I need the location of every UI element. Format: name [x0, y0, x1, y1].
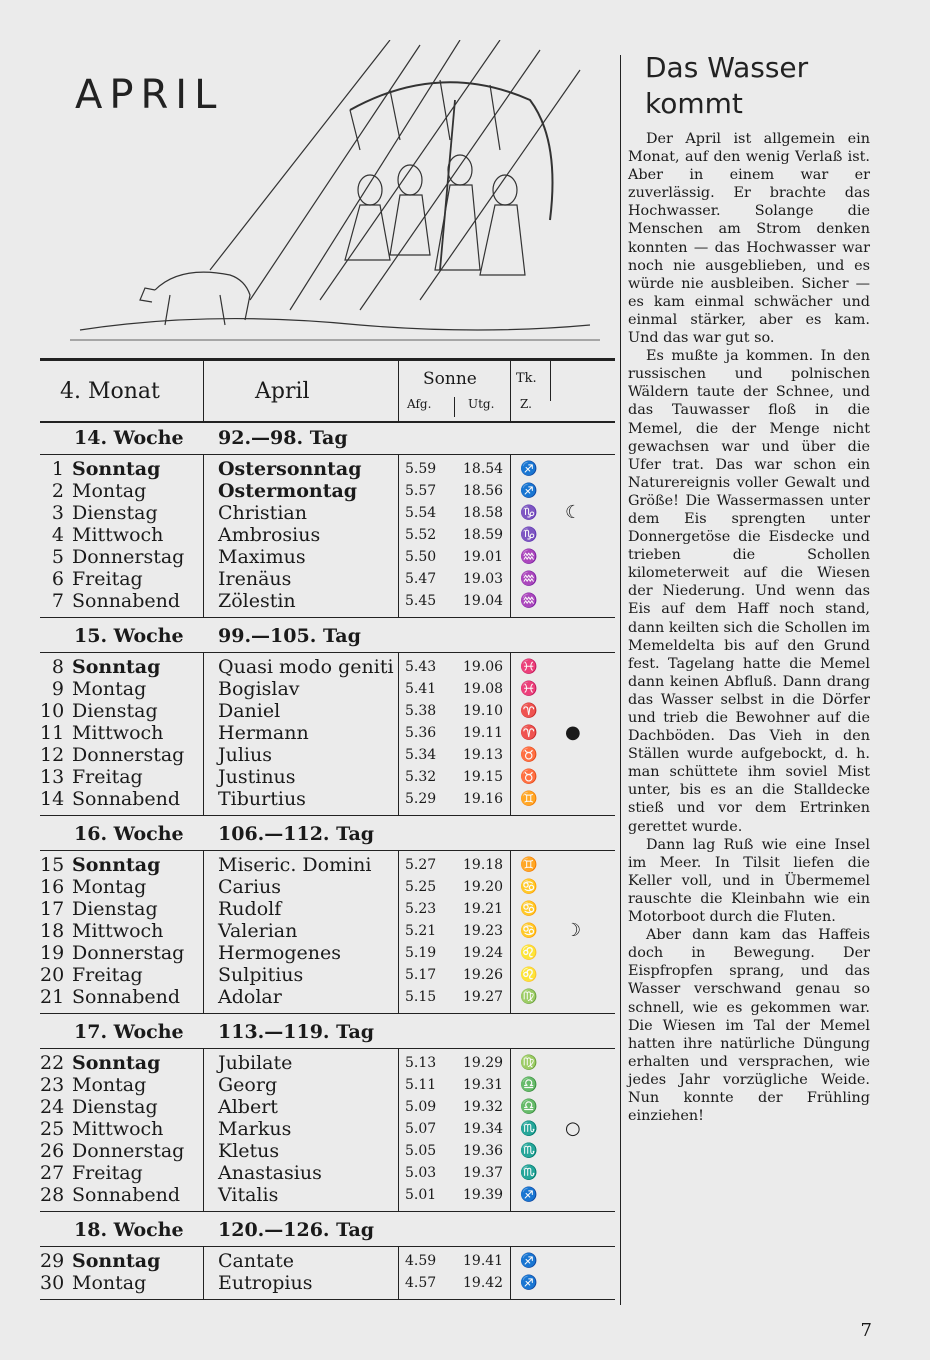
day-row [40, 1162, 615, 1184]
sunrise-time: 5.57 [405, 483, 437, 499]
sunrise-time: 5.38 [405, 703, 437, 719]
name-day: Ostersonntag [218, 458, 362, 480]
name-day: Irenäus [218, 568, 292, 590]
weekday: Sonntag [72, 458, 161, 480]
day-number: 28 [40, 1184, 65, 1206]
sunset-time: 19.11 [463, 725, 504, 741]
sun-label: Sonne [423, 369, 477, 389]
name-day: Daniel [218, 700, 281, 722]
week-days [40, 653, 615, 816]
day-row [40, 942, 615, 964]
sunset-time: 19.27 [463, 989, 504, 1005]
column-line [398, 653, 399, 815]
sunrise-time: 5.05 [405, 1143, 437, 1159]
weekday: Donnerstag [72, 546, 185, 568]
name-day: Sulpitius [218, 964, 304, 986]
weekday: Donnerstag [72, 744, 185, 766]
name-day: Vitalis [218, 1184, 279, 1206]
sunset-time: 19.34 [463, 1121, 504, 1137]
week-header [40, 618, 615, 653]
week-days [40, 1049, 615, 1212]
sunrise-time: 5.29 [405, 791, 437, 807]
sunset-time: 18.59 [463, 527, 504, 543]
day-number: 6 [51, 568, 64, 590]
zodiac-icon: ♏ [520, 1165, 538, 1181]
day-number: 11 [40, 722, 65, 744]
article-body [628, 130, 870, 1125]
sunset-time: 19.42 [463, 1275, 504, 1291]
sunrise-time: 5.27 [405, 857, 437, 873]
day-row [40, 1118, 615, 1140]
day-number: 3 [51, 502, 64, 524]
day-row [40, 744, 615, 766]
sunset-time: 19.08 [463, 681, 504, 697]
moon-phase-icon: ● [565, 722, 581, 743]
day-number: 23 [40, 1074, 65, 1096]
calendar-table [40, 420, 615, 1300]
day-row [40, 854, 615, 876]
zodiac-icon: ♋ [520, 879, 538, 895]
sunrise-label: Afg. [407, 397, 432, 411]
week-label: 17. Woche [74, 1021, 184, 1043]
sunset-time: 19.23 [463, 923, 504, 939]
day-row [40, 502, 615, 524]
day-row [40, 1272, 615, 1294]
day-row [40, 524, 615, 546]
weekday: Mittwoch [72, 524, 164, 546]
weekday: Montag [72, 876, 147, 898]
sunrise-time: 5.19 [405, 945, 437, 961]
zodiac-icon: ♐ [520, 1187, 538, 1203]
name-day: Maximus [218, 546, 306, 568]
sunset-time: 18.54 [463, 461, 504, 477]
name-day: Zölestin [218, 590, 296, 612]
weekday: Donnerstag [72, 1140, 185, 1162]
weekday: Mittwoch [72, 920, 164, 942]
week-day-range: 106.—112. Tag [218, 823, 375, 845]
zodiac-icon: ♌ [520, 967, 538, 983]
column-line [510, 653, 511, 815]
sunrise-time: 5.50 [405, 549, 437, 565]
week-days [40, 851, 615, 1014]
sunrise-time: 5.15 [405, 989, 437, 1005]
name-day: Hermann [218, 722, 309, 744]
name-day: Hermogenes [218, 942, 341, 964]
article-paragraph: Es mußte ja kommen. In den russischen und polnischen Wäldern taute der Schnee, und das Tauwasser floß in die Memel, die der Menge nicht gewachsen war und über die Ufer trat. Das war schon ein Naturereignis voller Gewalt und Größe! Die Wassermassen unter dem Eis sprengten unter Donnergetöse die Eisdecke und trieben die Schollen kilometerweit auf die Wiesen der Niederung. Und wenn das Eis auf dem Haff noch stand, dann keilten sich die Schollen im Memeldelta bis auf den Grund fest. Tagelang hatte die Memel dann keinen Abfluß. Dann drang das Wasser selbst in die Dörfer und trieb die Bewohner auf die Dachböden. Das Vieh in den Ställen wurde aufgebockt, d. h. man schüttete ihm soviel Mist unter, bis es an die Stalldecke stieß und vor dem Ertrinken gerettet wurde. [628, 348, 870, 835]
day-number: 16 [40, 876, 65, 898]
article-title [645, 50, 808, 122]
column-line [398, 1049, 399, 1211]
week-day-range: 113.—119. Tag [218, 1021, 375, 1043]
weekday: Dienstag [72, 898, 158, 920]
sunrise-time: 5.23 [405, 901, 437, 917]
day-row [40, 1052, 615, 1074]
zodiac-icon: ♊ [520, 791, 538, 807]
weekday: Montag [72, 678, 147, 700]
sunrise-time: 5.13 [405, 1055, 437, 1071]
zodiac-icon: ♑ [520, 527, 538, 543]
zodiac-icon: ♓ [520, 659, 538, 675]
zodiac-icon: ♈ [520, 703, 538, 719]
zodiac-icon: ♐ [520, 1253, 538, 1269]
sunset-time: 19.41 [463, 1253, 504, 1269]
sunrise-time: 5.07 [405, 1121, 437, 1137]
week-header [40, 420, 615, 455]
day-number: 8 [51, 656, 64, 678]
day-number: 4 [51, 524, 64, 546]
day-row [40, 678, 615, 700]
zodiac-icon: ♓ [520, 681, 538, 697]
day-number: 17 [40, 898, 65, 920]
name-day: Albert [218, 1096, 278, 1118]
column-line [398, 1247, 399, 1299]
column-line [398, 455, 399, 617]
day-number: 14 [40, 788, 65, 810]
sunset-label: Utg. [468, 397, 495, 411]
day-number: 9 [51, 678, 64, 700]
day-number: 24 [40, 1096, 65, 1118]
name-column-label: April [255, 379, 310, 404]
sunrise-time: 5.01 [405, 1187, 437, 1203]
day-row [40, 480, 615, 502]
sunrise-time: 5.54 [405, 505, 437, 521]
zodiac-icon: ♏ [520, 1121, 538, 1137]
sunset-time: 19.03 [463, 571, 504, 587]
name-day: Julius [218, 744, 272, 766]
zodiac-icon: ♒ [520, 593, 538, 609]
day-row [40, 656, 615, 678]
day-row [40, 964, 615, 986]
weekday: Montag [72, 480, 147, 502]
week-label: 16. Woche [74, 823, 184, 845]
week-days [40, 455, 615, 618]
sunrise-time: 5.43 [405, 659, 437, 675]
sunset-time: 19.21 [463, 901, 504, 917]
sunrise-time: 5.25 [405, 879, 437, 895]
day-number: 2 [51, 480, 64, 502]
day-row [40, 546, 615, 568]
day-number: 30 [40, 1272, 65, 1294]
day-number: 13 [40, 766, 65, 788]
name-day: Jubilate [218, 1052, 293, 1074]
weekday: Montag [72, 1074, 147, 1096]
zodiac-icon: ♉ [520, 747, 538, 763]
day-number: 7 [51, 590, 64, 612]
calendar-header [40, 358, 615, 423]
weekday: Sonntag [72, 656, 161, 678]
weekday: Sonntag [72, 854, 161, 876]
zodiac-icon: ♒ [520, 571, 538, 587]
name-day: Miseric. Domini [218, 854, 372, 876]
column-line [510, 1049, 511, 1211]
sunset-time: 19.31 [463, 1077, 504, 1093]
zodiac-icon: ♋ [520, 901, 538, 917]
sunrise-time: 5.17 [405, 967, 437, 983]
column-line [203, 1247, 204, 1299]
zodiac-icon: ♎ [520, 1099, 538, 1115]
weekday: Freitag [72, 568, 143, 590]
zodiac-icon: ♋ [520, 923, 538, 939]
moon-phase-icon: ☽ [565, 920, 582, 941]
sunset-time: 19.16 [463, 791, 504, 807]
day-number: 12 [40, 744, 65, 766]
zodiac-sub-label: Z. [520, 397, 532, 411]
sunrise-time: 5.52 [405, 527, 437, 543]
zodiac-icon: ♈ [520, 725, 538, 741]
weekday: Sonnabend [72, 986, 181, 1008]
name-day: Justinus [218, 766, 296, 788]
week-day-range: 99.—105. Tag [218, 625, 361, 647]
sunset-time: 19.06 [463, 659, 504, 675]
sunrise-time: 5.47 [405, 571, 437, 587]
article-paragraph: Der April ist allgemein ein Monat, auf den wenig Verlaß ist. Aber in einem war er zuverlässig. Er brachte das Hochwasser. Solange die Menschen am Strom denken konnten — das Hochwasser war noch nie ausgeblieben, und es würde nie ausbleiben. Sicher — es kam einmal schwächer und einmal stärker, aber es kam. Und das war gut so. [628, 131, 870, 347]
day-number: 27 [40, 1162, 65, 1184]
month-label: 4. Monat [60, 379, 160, 404]
week-day-range: 120.—126. Tag [218, 1219, 375, 1241]
name-day: Bogislav [218, 678, 300, 700]
day-number: 5 [51, 546, 64, 568]
weekday: Sonntag [72, 1052, 161, 1074]
day-number: 1 [51, 458, 64, 480]
month-title: APRIL [75, 72, 224, 118]
zodiac-label: Tk. [516, 371, 537, 386]
zodiac-icon: ♐ [520, 1275, 538, 1291]
sunset-time: 19.26 [463, 967, 504, 983]
day-number: 29 [40, 1250, 65, 1272]
weekday: Montag [72, 1272, 147, 1294]
article-title-line-2: kommt [645, 87, 743, 120]
day-row [40, 1096, 615, 1118]
sunrise-time: 5.36 [405, 725, 437, 741]
sunset-time: 18.56 [463, 483, 504, 499]
sunrise-time: 4.57 [405, 1275, 437, 1291]
week-days [40, 1247, 615, 1300]
week-header [40, 1212, 615, 1247]
week-header [40, 816, 615, 851]
day-row [40, 1250, 615, 1272]
column-line [203, 653, 204, 815]
name-day: Ostermontag [218, 480, 358, 502]
sunrise-time: 5.11 [405, 1077, 437, 1093]
column-line [203, 1049, 204, 1211]
name-day: Kletus [218, 1140, 280, 1162]
article-paragraph: Aber dann kam das Haffeis doch in Bewegung. Der Eispfropfen sprang, und das Wasser verschwand genau so schnell, wie es gekommen war. Die Wiesen im Tal der Memel hatten ihre natürliche Düngung erhalten und versprachen, wie jedes Jahr vorzügliche Weide. Nun konnte der Frühling einziehen! [628, 927, 870, 1125]
sunrise-time: 4.59 [405, 1253, 437, 1269]
day-number: 20 [40, 964, 65, 986]
weekday: Dienstag [72, 700, 158, 722]
day-row [40, 920, 615, 942]
name-day: Rudolf [218, 898, 282, 920]
weekday: Dienstag [72, 502, 158, 524]
sunrise-time: 5.32 [405, 769, 437, 785]
weekday: Mittwoch [72, 722, 164, 744]
day-number: 19 [40, 942, 65, 964]
zodiac-icon: ♑ [520, 505, 538, 521]
sunset-time: 19.29 [463, 1055, 504, 1071]
sunset-time: 19.18 [463, 857, 504, 873]
sunset-time: 19.04 [463, 593, 504, 609]
weekday: Freitag [72, 964, 143, 986]
sunrise-time: 5.09 [405, 1099, 437, 1115]
name-day: Adolar [218, 986, 282, 1008]
day-row [40, 722, 615, 744]
day-row [40, 898, 615, 920]
moon-phase-icon: ○ [565, 1118, 581, 1139]
zodiac-icon: ♉ [520, 769, 538, 785]
page-number: 7 [860, 1320, 872, 1341]
weekday: Sonnabend [72, 590, 181, 612]
week-day-range: 92.—98. Tag [218, 427, 348, 449]
sunrise-time: 5.34 [405, 747, 437, 763]
day-row [40, 788, 615, 810]
sunset-time: 19.39 [463, 1187, 504, 1203]
weekday: Freitag [72, 1162, 143, 1184]
sunrise-time: 5.21 [405, 923, 437, 939]
zodiac-icon: ♏ [520, 1143, 538, 1159]
day-row [40, 1140, 615, 1162]
name-day: Quasi modo geniti [218, 656, 394, 678]
column-line [510, 851, 511, 1013]
day-row [40, 1184, 615, 1206]
name-day: Markus [218, 1118, 292, 1140]
day-number: 18 [40, 920, 65, 942]
zodiac-icon: ♎ [520, 1077, 538, 1093]
week-label: 15. Woche [74, 625, 184, 647]
sunset-time: 19.01 [463, 549, 504, 565]
day-row [40, 766, 615, 788]
day-number: 10 [40, 700, 65, 722]
day-row [40, 1074, 615, 1096]
sunset-time: 19.15 [463, 769, 504, 785]
zodiac-icon: ♍ [520, 989, 538, 1005]
name-day: Tiburtius [218, 788, 306, 810]
sunrise-time: 5.41 [405, 681, 437, 697]
sunset-time: 19.24 [463, 945, 504, 961]
moon-phase-icon: ☾ [565, 502, 582, 523]
week-label: 18. Woche [74, 1219, 184, 1241]
name-day: Georg [218, 1074, 278, 1096]
sunrise-time: 5.03 [405, 1165, 437, 1181]
sunset-time: 19.20 [463, 879, 504, 895]
week-header [40, 1014, 615, 1049]
name-day: Carius [218, 876, 282, 898]
sunset-time: 18.58 [463, 505, 504, 521]
zodiac-icon: ♐ [520, 483, 538, 499]
name-day: Eutropius [218, 1272, 313, 1294]
article-title-line-1: Das Wasser [645, 51, 809, 84]
day-row [40, 458, 615, 480]
name-day: Christian [218, 502, 307, 524]
weekday: Freitag [72, 766, 143, 788]
sunrise-time: 5.59 [405, 461, 437, 477]
day-number: 26 [40, 1140, 65, 1162]
name-day: Cantate [218, 1250, 294, 1272]
column-line [510, 1247, 511, 1299]
day-row [40, 568, 615, 590]
week-label: 14. Woche [74, 427, 184, 449]
weekday: Sonntag [72, 1250, 161, 1272]
column-line [203, 851, 204, 1013]
column-divider [620, 55, 624, 1305]
name-day: Valerian [218, 920, 298, 942]
day-row [40, 700, 615, 722]
weekday: Mittwoch [72, 1118, 164, 1140]
weekday: Donnerstag [72, 942, 185, 964]
weekday: Sonnabend [72, 788, 181, 810]
day-row [40, 986, 615, 1008]
sunset-time: 19.13 [463, 747, 504, 763]
column-line [510, 455, 511, 617]
day-number: 25 [40, 1118, 65, 1140]
name-day: Ambrosius [218, 524, 321, 546]
day-number: 15 [40, 854, 65, 876]
rain-umbrella-illustration [60, 40, 610, 370]
column-line [203, 455, 204, 617]
article-paragraph: Dann lag Ruß wie eine Insel im Meer. In Tilsit liefen die Keller voll, und in Übermemel rauschte die Kleinbahn wie ein Motorboot durch die Fluten. [628, 836, 870, 926]
zodiac-icon: ♐ [520, 461, 538, 477]
weekday: Sonnabend [72, 1184, 181, 1206]
weekday: Dienstag [72, 1096, 158, 1118]
column-line [398, 851, 399, 1013]
zodiac-icon: ♌ [520, 945, 538, 961]
zodiac-icon: ♒ [520, 549, 538, 565]
sunset-time: 19.32 [463, 1099, 504, 1115]
zodiac-icon: ♊ [520, 857, 538, 873]
sunset-time: 19.10 [463, 703, 504, 719]
day-number: 22 [40, 1052, 65, 1074]
day-row [40, 876, 615, 898]
day-row [40, 590, 615, 612]
sunset-time: 19.36 [463, 1143, 504, 1159]
zodiac-icon: ♍ [520, 1055, 538, 1071]
sunset-time: 19.37 [463, 1165, 504, 1181]
name-day: Anastasius [218, 1162, 322, 1184]
day-number: 21 [40, 986, 65, 1008]
sunrise-time: 5.45 [405, 593, 437, 609]
